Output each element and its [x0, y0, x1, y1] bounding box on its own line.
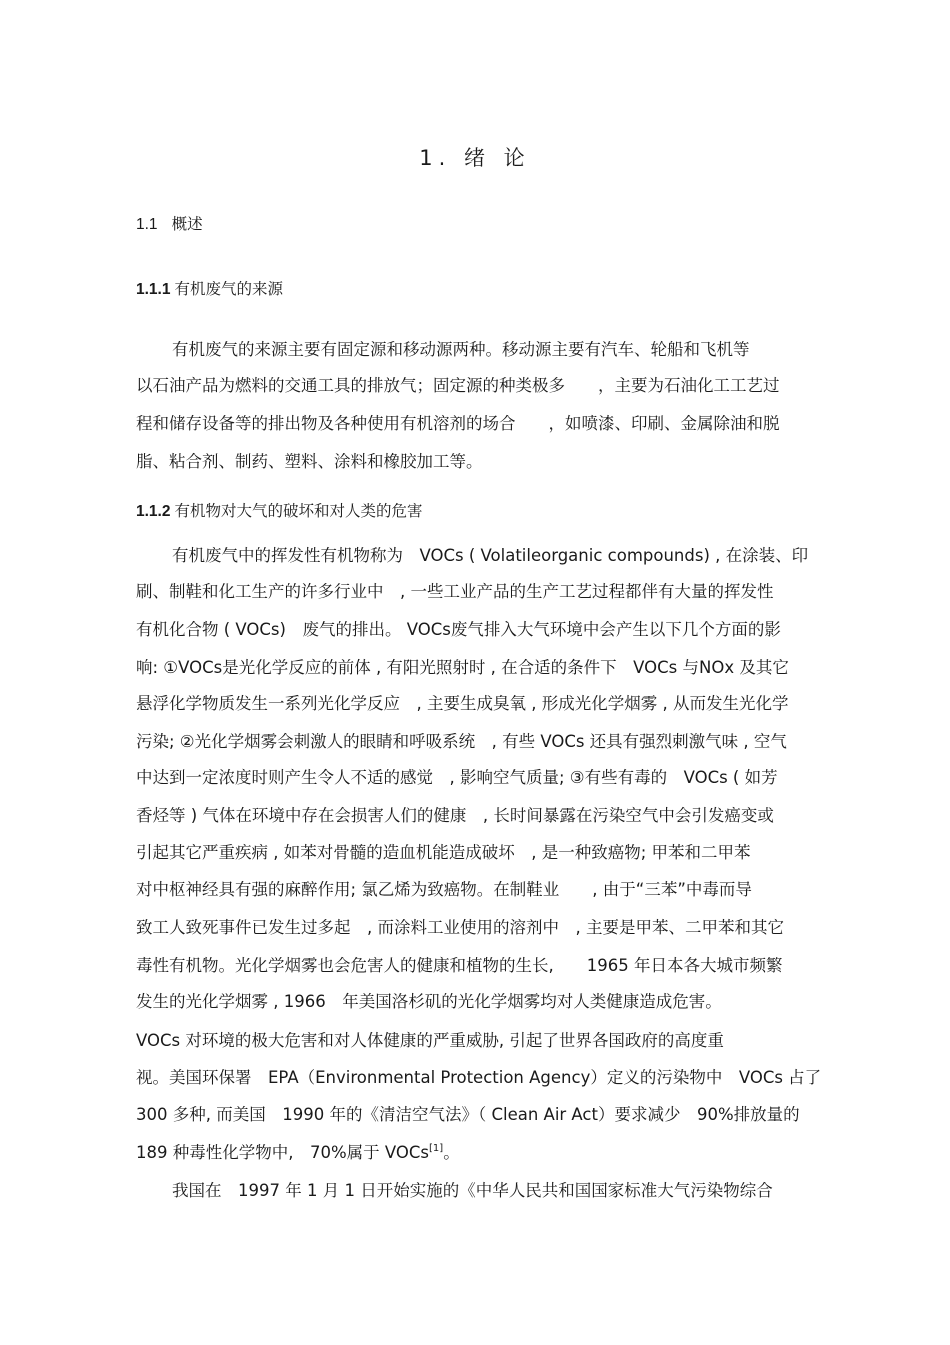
text-line: 中达到一定浓度时则产生令人不适的感觉 , 影响空气质量; ③有些有毒的 VOCs ( 如芳: [136, 768, 778, 787]
text-line: 香烃等 ) 气体在环境中存在会损害人们的健康 , 长时间暴露在污染空气中会引发癌变或: [136, 806, 774, 825]
section-title: 概述: [171, 215, 203, 233]
section-heading-1-1-1: [136, 277, 283, 299]
citation-ref[interactable]: [1]: [429, 1143, 444, 1154]
text-line: 程和储存设备等的排出物及各种使用有机溶剂的场合 ，如喷漆、印刷、金属除油和脱: [136, 414, 780, 433]
text-line: 悬浮化学物质发生一系列光化学反应 , 主要生成臭氧 , 形成光化学烟雾 , 从而发生光化学: [136, 694, 789, 713]
text-line: 我国在 1997 年 1 月 1 日开始实施的《中华人民共和国国家标准大气污染物综合: [172, 1181, 773, 1200]
text-line: [136, 1143, 460, 1163]
text-line: 以石油产品为燃料的交通工具的排放气；固定源的种类极多 ，主要为石油化工工艺过: [136, 376, 780, 395]
section-title: 有机废气的来源: [174, 280, 283, 298]
section-number: 1.1.2: [136, 503, 171, 520]
section-heading-1-1-2: [136, 499, 423, 521]
chapter-title: 1. 绪 论: [419, 146, 531, 170]
section-number: 1.1: [136, 216, 158, 233]
text-line: 有机废气中的挥发性有机物称为 VOCs ( Volatileorganic compounds) , 在涂装、印: [172, 546, 809, 565]
text-line: 视。美国环保署 EPA（Environmental Protection Agency）定义的污染物中 VOCs 占了: [136, 1068, 822, 1087]
text-line: 有机化合物 ( VOCs) 废气的排出。 VOCs废气排入大气环境中会产生以下几个方面的影: [136, 620, 781, 639]
text-line: 毒性有机物。光化学烟雾也会危害人的健康和植物的生长, 1965 年日本各大城市频繁: [136, 956, 783, 975]
text-line: 发生的光化学烟雾 , 1966 年美国洛杉矶的光化学烟雾均对人类健康造成危害。: [136, 992, 722, 1011]
text-line: 脂、粘合剂、制药、塑料、涂料和橡胶加工等。: [136, 452, 483, 471]
section-heading-1-1: [136, 212, 203, 234]
text-line: 对中枢神经具有强的麻醉作用; 氯乙烯为致癌物。在制鞋业 , 由于“三苯”中毒而导: [136, 880, 752, 899]
text-line: 致工人致死事件已发生过多起 , 而涂料工业使用的溶剂中 , 主要是甲苯、二甲苯和其它: [136, 918, 784, 937]
text-line: 300 多种, 而美国 1990 年的《清洁空气法》（ Clean Air Act）要求减少 90%排放量的: [136, 1105, 800, 1124]
text-line: 污染; ②光化学烟雾会刺激人的眼睛和呼吸系统 , 有些 VOCs 还具有强烈刺激气味 , 空气: [136, 732, 787, 751]
section-number: 1.1.1: [136, 281, 171, 298]
section-title: 有机物对大气的破坏和对人类的危害: [174, 502, 423, 520]
text-line: 刷、制鞋和化工生产的许多行业中 , 一些工业产品的生产工艺过程都伴有大量的挥发性: [136, 582, 774, 601]
text-line: 引起其它严重疾病 , 如苯对骨髓的造血机能造成破坏 , 是一种致癌物; 甲苯和二甲苯: [136, 843, 751, 862]
text-line: VOCs 对环境的极大危害和对人体健康的严重威胁, 引起了世界各国政府的高度重: [136, 1031, 724, 1050]
line-text: 189 种毒性化学物中, 70%属于 VOCs: [136, 1143, 430, 1162]
text-line: 有机废气的来源主要有固定源和移动源两种。移动源主要有汽车、轮船和飞机等: [172, 340, 750, 359]
line-end: 。: [443, 1143, 460, 1162]
text-line: 响: ①VOCs是光化学反应的前体 , 有阳光照射时 , 在合适的条件下 VOCs 与NOx 及其它: [136, 658, 789, 677]
